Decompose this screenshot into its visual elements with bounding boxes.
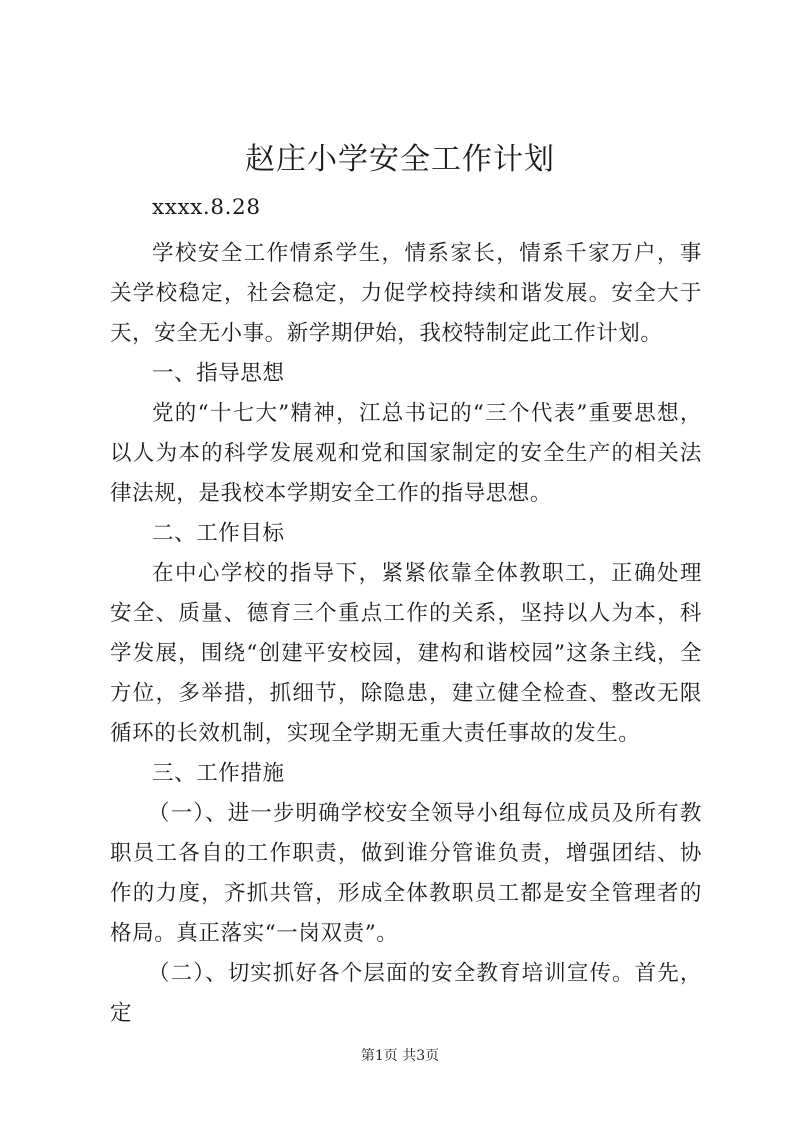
- heading-work-measures: 三、工作措施: [152, 761, 285, 786]
- document-body: [110, 188, 702, 1034]
- heading-guiding-ideology: 一、指导思想: [152, 361, 285, 386]
- paragraph-guiding-ideology: 党的“十七大”精神，江总书记的“三个代表”重要思想，以人为本的科学发展观和党和国家制定的安全生产的相关法律法规，是我校本学期安全工作的指导思想。: [110, 401, 702, 506]
- document-title: 赵庄小学安全工作计划: [245, 142, 555, 177]
- heading-work-goals: 二、工作目标: [152, 521, 285, 546]
- paragraph-measure-1: （一）、进一步明确学校安全领导小组每位成员及所有教职员工各自的工作职责，做到谁分管谁负责，增强团结、协作的力度，齐抓共管，形成全体教职员工都是安全管理者的格局。真正落实“一岗双责”。: [110, 801, 702, 946]
- paragraph-intro: 学校安全工作情系学生，情系家长，情系千家万户，事关学校稳定，社会稳定，力促学校持续和谐发展。安全大于天，安全无小事。新学期伊始，我校特制定此工作计划。: [110, 241, 702, 346]
- paragraph-measure-2: （二）、切实抓好各个层面的安全教育培训宣传。首先，定: [110, 961, 702, 1026]
- paragraph-work-goals: 在中心学校的指导下，紧紧依靠全体教职工，正确处理安全、质量、德育三个重点工作的关系，坚持以人为本，科学发展，围绕“创建平安校园，建构和谐校园”这条主线，全方位，多举措，抓细节，除隐患，建立健全检查、整改无限循环的长效机制，实现全学期无重大责任事故的发生。: [110, 561, 702, 746]
- page-footer: 第1页 共3页: [360, 1048, 440, 1064]
- document-date: xxxx.8.28: [152, 195, 261, 220]
